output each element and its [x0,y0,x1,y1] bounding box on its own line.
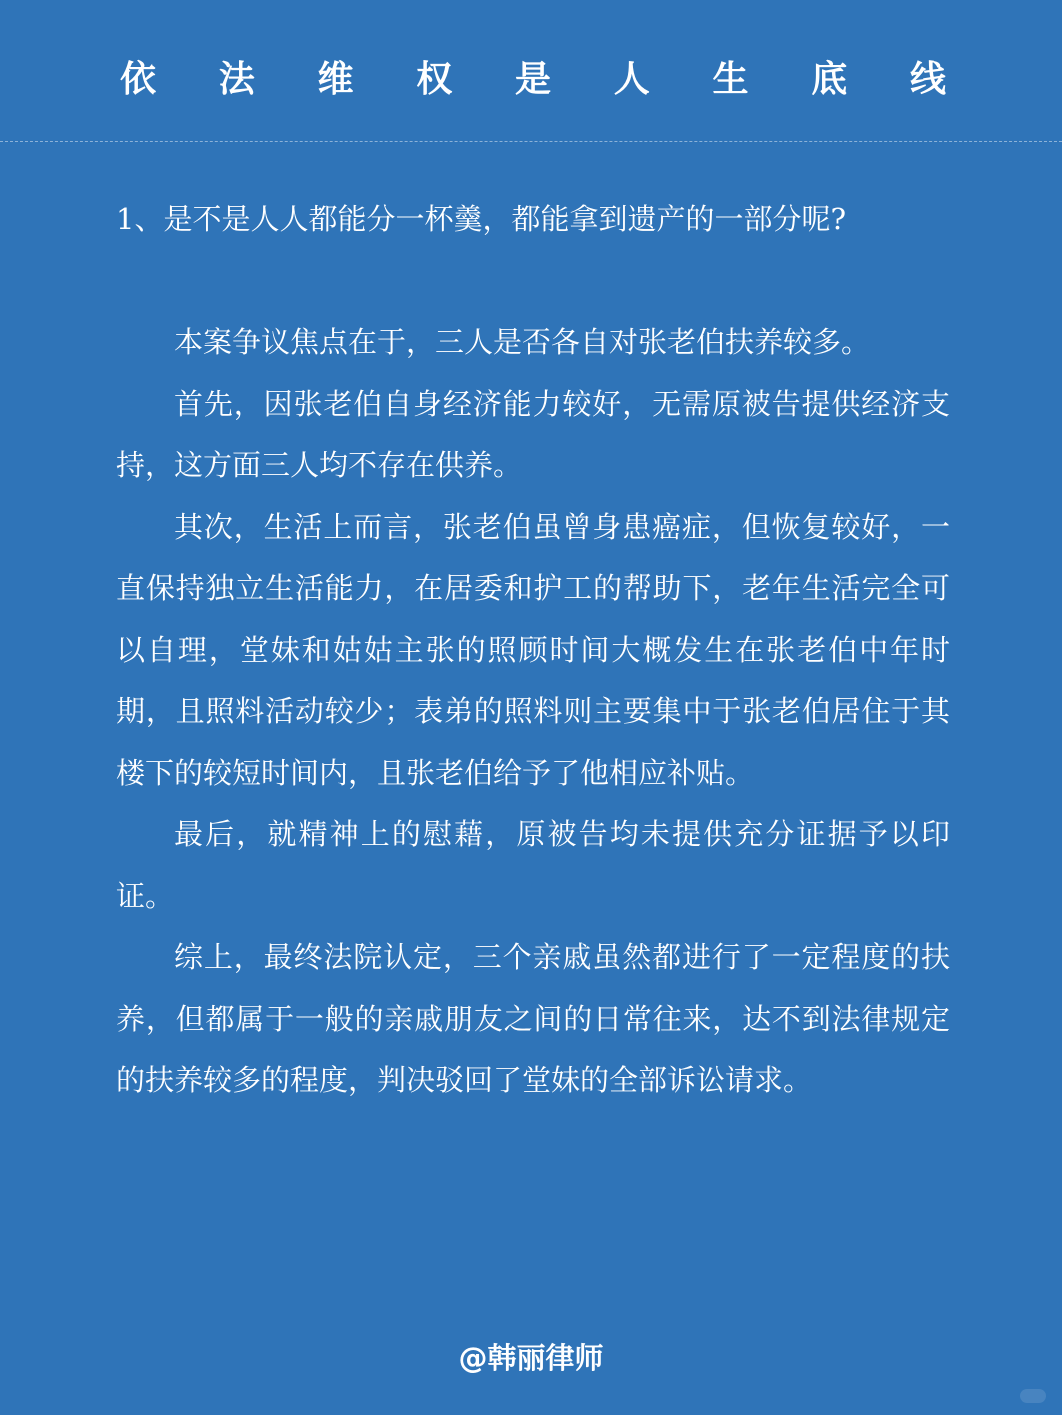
title-char: 维 [317,59,354,100]
page-title [118,56,948,104]
title-char: 依 [119,59,156,100]
corner-watermark-icon [1020,1389,1046,1403]
title-char: 权 [416,59,453,100]
article-body [116,312,950,1112]
title-char: 人 [613,59,650,100]
paragraph: 首先，因张老伯自身经济能力较好，无需原被告提供经济支持，这方面三人均不存在供养。 [116,386,950,482]
title-char: 是 [514,59,551,100]
question-heading: 1、是不是人人都能分一杯羹，都能拿到遗产的一部分呢? [116,202,846,236]
title-char: 生 [712,59,749,100]
paragraph: 最后，就精神上的慰藉，原被告均未提供充分证据予以印证。 [116,817,950,913]
header-divider [0,141,1062,142]
header [0,0,1062,142]
paragraph: 综上，最终法院认定，三个亲戚虽然都进行了一定程度的扶养，但都属于一般的亲戚朋友之间的日常往来，达不到法律规定的扶养较多的程度，判决驳回了堂妹的全部诉讼请求。 [116,940,950,1097]
title-char: 底 [811,59,848,100]
author-signature: @韩丽律师 [458,1341,604,1375]
paragraph: 其次，生活上而言，张老伯虽曾身患癌症，但恢复较好，一直保持独立生活能力，在居委和护工的帮助下，老年生活完全可以自理，堂妹和姑姑主张的照顾时间大概发生在张老伯中年时期，且照料活动较少；表弟的照料则主要集中于张老伯居住于其楼下的较短时间内，且张老伯给予了他相应补贴。 [116,509,950,790]
title-char: 法 [218,59,255,100]
paragraph: 本案争议焦点在于，三人是否各自对张老伯扶养较多。 [174,325,871,359]
title-char: 线 [909,59,946,100]
